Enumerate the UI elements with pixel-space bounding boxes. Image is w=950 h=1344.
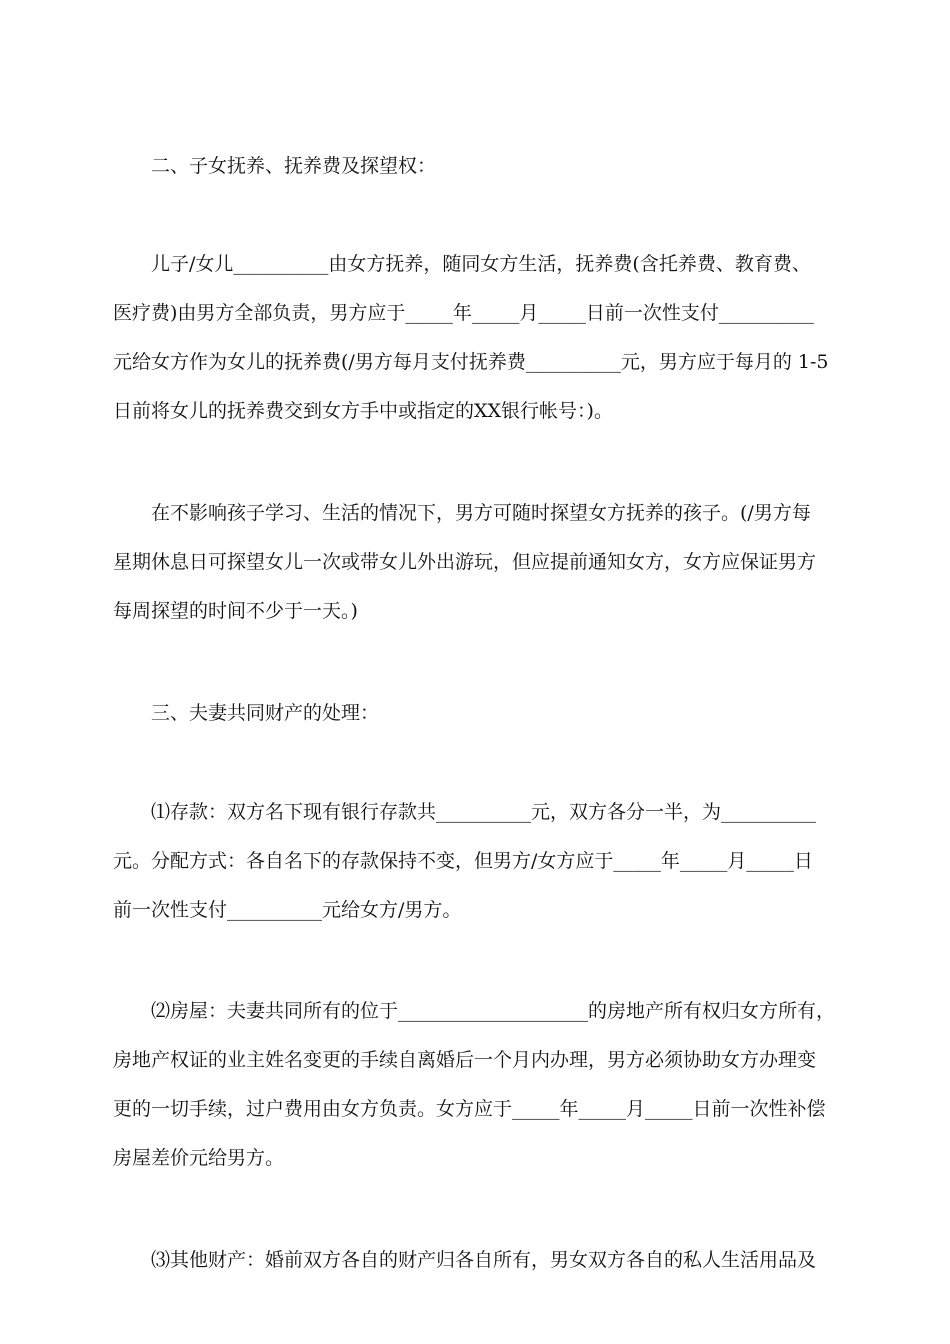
text-line: 房地产权证的业主姓名变更的手续自离婚后一个月内办理，男方必须协助女方办理变 [113,1049,817,1071]
section-heading-child-custody [113,142,843,191]
text-line: 前一次性支付__________元给女方/男方。 [113,899,462,921]
paragraph-deposits [113,788,843,935]
text-line: 医疗费)由男方全部负责，男方应于_____年_____月_____日前一次性支付__________ [113,302,814,324]
paragraph-visitation [113,489,843,636]
text-line: ⑴存款：双方名下现有银行存款共__________元，双方各分一半，为__________ [151,801,817,823]
paragraph-other-property [113,1236,843,1285]
text-line: ⑶其他财产：婚前双方各自的财产归各自所有，男女双方各自的私人生活用品及 [151,1249,817,1271]
text-line: 每周探望的时间不少于一天。) [113,600,358,622]
text-line: 日前将女儿的抚养费交到女方手中或指定的XX银行帐号：)。 [113,400,613,422]
text-line: 元给女方作为女儿的抚养费(/男方每月支付抚养费__________元，男方应于每月的 1-5 [113,351,829,373]
heading-text: 三、夫妻共同财产的处理： [151,702,380,724]
text-line: 星期休息日可探望女儿一次或带女儿外出游玩，但应提前通知女方，女方应保证男方 [113,551,817,573]
paragraph-house [113,987,843,1183]
paragraph-child-support [113,240,843,436]
heading-text: 二、子女抚养、抚养费及探望权： [151,155,437,177]
text-line: 房屋差价元给男方。 [113,1147,285,1169]
text-line: 元。分配方式：各自名下的存款保持不变，但男方/女方应于_____年_____月_____日 [113,850,813,872]
text-line: ⑵房屋：夫妻共同所有的位于____________________的房地产所有权归女方所有， [151,1000,836,1022]
text-line: 儿子/女儿__________由女方抚养，随同女方生活，抚养费(含托养费、教育费、 [151,253,811,275]
text-line: 在不影响孩子学习、生活的情况下，男方可随时探望女方抚养的孩子。(/男方每 [151,502,811,524]
section-heading-property [113,689,843,738]
text-line: 更的一切手续，过户费用由女方负责。女方应于_____年_____月_____日前一次性补偿 [113,1098,826,1120]
